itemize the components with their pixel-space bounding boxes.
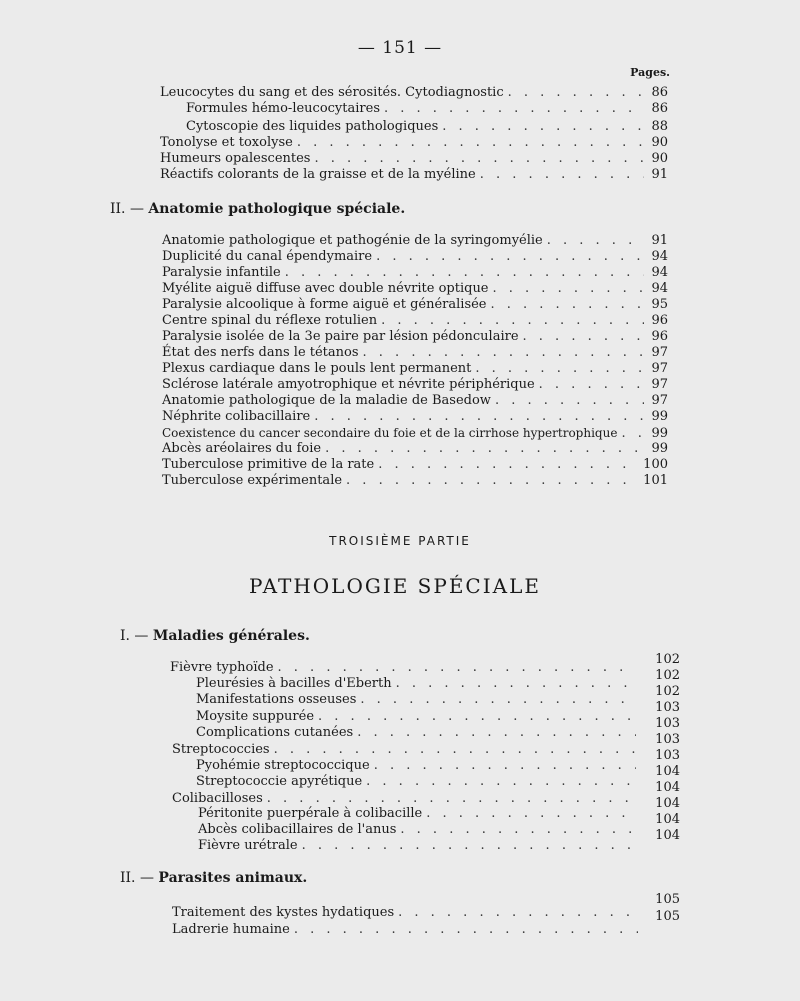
toc-page-number: 104 [655,812,680,827]
toc-entry-page: 97 [651,377,668,392]
toc-entry-page: 91 [651,167,668,182]
toc-entry-text: Tonolyse et toxolyse [160,135,293,150]
toc-page-number: 103 [655,732,680,747]
leader-dots [495,393,644,409]
toc-page-number: 104 [655,828,680,843]
toc-entry-page: 97 [651,345,668,360]
section-heading [120,628,310,644]
section-heading [110,201,405,217]
toc-entry [162,313,668,329]
toc-entry-text: Paralysie infantile [162,265,281,280]
toc-entry [160,85,668,101]
toc-entry [162,377,668,393]
toc-entry [162,473,668,489]
toc-entry-text: Paralysie isolée de la 3e paire par lésion pédonculaire [162,329,519,344]
leader-dots [357,725,636,741]
toc-entry [196,709,640,725]
section-number: II. — [120,870,154,886]
leader-dots [314,409,644,425]
leader-dots [398,905,638,921]
leader-dots [294,922,638,938]
toc-entry-page: 96 [651,329,668,344]
toc-entry-text: Ladrerie humaine [172,922,290,937]
toc-entry-text: Fièvre urétrale [198,838,298,853]
leader-dots [297,135,644,151]
leader-dots [363,345,644,361]
section-title: Parasites animaux. [158,870,308,886]
toc-entry [162,233,668,249]
toc-entry [198,822,640,838]
toc-entry-page: 90 [651,135,668,150]
leader-dots [475,361,644,377]
toc-entry-text: Fièvre typhoïde [170,660,274,675]
toc-entry-text: Réactifs colorants de la graisse et de la myéline [160,167,476,182]
leader-dots [523,329,644,345]
toc-entry [162,409,668,425]
toc-entry [196,676,640,692]
part-label: TROISIÈME PARTIE [329,534,471,548]
toc-entry-text: Péritonite puerpérale à colibacille [198,806,423,821]
leader-dots [274,742,636,758]
leader-dots [381,313,644,329]
leader-dots [314,151,644,167]
toc-entry-text: Complications cutanées [196,725,354,740]
toc-entry [162,297,668,313]
toc-entry-text: Moysite suppurée [196,709,315,724]
toc-entry [198,806,640,822]
toc-entry-page: 86 [651,101,668,116]
toc-entry-page: 94 [651,265,668,280]
toc-page-number: 105 [655,892,680,907]
toc-entry-page: 99 [651,426,668,441]
toc-page-number: 102 [655,652,680,667]
toc-entry-page: 91 [651,233,668,248]
toc-entry-text: Myélite aiguë diffuse avec double névrite optique [162,281,489,296]
toc-page-number: 103 [655,716,680,731]
toc-entry [196,725,640,741]
toc-entry-page: 97 [651,393,668,408]
toc-entry [160,151,668,167]
toc-page-number: 104 [655,780,680,795]
toc-entry-page: 99 [651,441,668,456]
toc-entry [186,119,668,135]
toc-entry-text: Streptococcie apyrétique [196,774,363,789]
toc-entry-text: Manifestations osseuses [196,692,357,707]
toc-entry-text: Abcès colibacillaires de l'anus [198,822,397,837]
leader-dots [396,676,636,692]
toc-entry-text: Cytoscopie des liquides pathologiques [186,119,439,134]
leader-dots [376,249,644,265]
toc-page-number: 104 [655,796,680,811]
toc-entry-text: Tuberculose primitive de la rate [162,457,375,472]
toc-entry [186,101,668,117]
toc-entry [162,345,668,361]
toc-entry-page: 95 [651,297,668,312]
toc-page-number: 105 [655,909,680,924]
toc-entry [162,361,668,377]
toc-page-number: 104 [655,764,680,779]
leader-dots [442,119,644,135]
toc-entry [162,249,668,265]
leader-dots [374,758,636,774]
toc-entry [162,265,668,281]
toc-entry [160,135,668,151]
leader-dots [384,101,644,117]
toc-entry-text: État des nerfs dans le tétanos [162,345,359,360]
toc-entry-text: Pleurésies à bacilles d'Eberth [196,676,392,691]
section-title: Maladies générales. [152,628,310,644]
toc-entry [196,774,640,790]
toc-entry-text: Colibacilloses [172,791,263,806]
toc-entry [196,692,640,708]
toc-entry [160,167,668,183]
toc-entry-text: Sclérose latérale amyotrophique et névrite périphérique [162,377,535,392]
toc-entry-text: Pyohémie streptococcique [196,758,370,773]
section-title: Anatomie pathologique spéciale. [148,201,406,217]
leader-dots [491,297,645,313]
leader-dots [621,426,644,442]
toc-entry [162,329,668,345]
pages-column-header: Pages. [630,66,670,79]
leader-dots [285,265,644,281]
toc-entry [172,922,642,938]
leader-dots [508,85,644,101]
toc-entry-page: 97 [651,361,668,376]
section-heading [120,870,307,886]
toc-entry-text: Paralysie alcoolique à forme aiguë et généralisée [162,297,487,312]
toc-entry [172,742,640,758]
toc-entry [162,457,668,473]
toc-entry-page: 94 [651,249,668,264]
toc-entry-text: Streptococcies [172,742,270,757]
toc-entry-text: Anatomie pathologique et pathogénie de la syringomyélie [162,233,543,248]
leader-dots [318,709,636,725]
toc-entry-text: Formules hémo-leucocytaires [186,101,380,116]
leader-dots [378,457,639,473]
toc-page-number: 102 [655,668,680,683]
leader-dots [539,377,644,393]
toc-entry [172,791,640,807]
leader-dots [493,281,644,297]
toc-entry-page: 101 [643,473,668,488]
toc-entry [162,393,668,409]
toc-entry [162,281,668,297]
leader-dots [267,791,636,807]
toc-page-number: 103 [655,748,680,763]
toc-entry [196,758,640,774]
section-number: I. — [120,628,149,644]
toc-entry-text: Leucocytes du sang et des sérosités. Cytodiagnostic [160,85,504,100]
toc-entry-page: 94 [651,281,668,296]
section-number: II. — [110,201,144,217]
toc-entry-page: 90 [651,151,668,166]
toc-entry-page: 100 [643,457,668,472]
toc-entry-page: 99 [651,409,668,424]
toc-entry-page: 86 [651,85,668,100]
leader-dots [426,806,636,822]
toc-page-number: 103 [655,700,680,715]
part-title: PATHOLOGIE SPÉCIALE [249,574,541,598]
toc-entry-text: Néphrite colibacillaire [162,409,311,424]
toc-entry-page: 88 [651,119,668,134]
leader-dots [346,473,639,489]
toc-entry-page: 96 [651,313,668,328]
toc-entry-text: Centre spinal du réflexe rotulien [162,313,378,328]
leader-dots [278,660,636,676]
toc-entry-text: Tuberculose expérimentale [162,473,343,488]
toc-entry-text: Duplicité du canal épendymaire [162,249,373,264]
leader-dots [366,774,636,790]
leader-dots [325,441,644,457]
leader-dots [480,167,644,183]
leader-dots [547,233,644,249]
toc-entry-text: Coexistence du cancer secondaire du foie et de la cirrhose hypertrophique [162,426,618,440]
toc-entry [198,838,640,854]
page-number: — 151 — [357,38,443,58]
toc-entry [162,425,668,441]
toc-entry [170,660,640,676]
toc-entry-text: Traitement des kystes hydatiques [172,905,395,920]
toc-entry [172,905,642,921]
toc-entry-text: Abcès aréolaires du foie [162,441,322,456]
leader-dots [302,838,636,854]
leader-dots [400,822,636,838]
toc-entry [162,441,668,457]
toc-entry-text: Plexus cardiaque dans le pouls lent permanent [162,361,472,376]
leader-dots [360,692,636,708]
toc-entry-text: Anatomie pathologique de la maladie de Basedow [162,393,491,408]
toc-entry-text: Humeurs opalescentes [160,151,311,166]
toc-page-number: 102 [655,684,680,699]
